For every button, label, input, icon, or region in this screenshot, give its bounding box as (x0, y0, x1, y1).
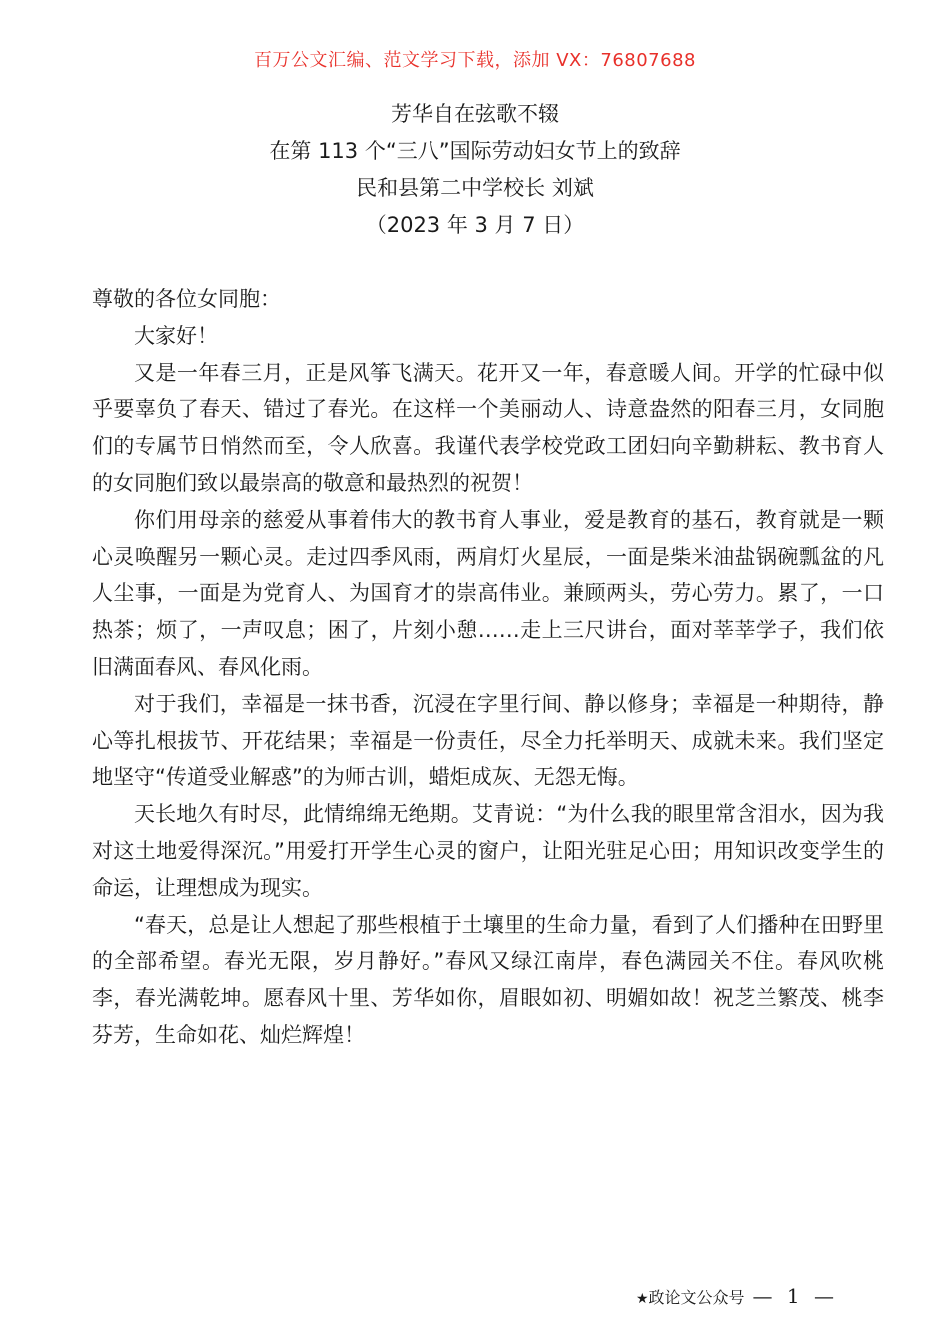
paragraph-greeting: 大家好！ (134, 323, 218, 348)
download-banner: 百万公文汇编、范文学习下载，添加 VX：76807688 (254, 50, 696, 71)
paragraph: 对于我们，幸福是一抹书香，沉浸在字里行间、静以修身；幸福是一种期待，静心等扎根拔节、开花结果；幸福是一份责任，尽全力托举明天、成就未来。我们坚定地坚守“传道受业解惑”的为师古训，蜡炬成灰、无怨无悔。 (92, 691, 884, 790)
speech-body (92, 281, 884, 1054)
speech-date: （2023 年 3 月 7 日） (365, 213, 585, 237)
footer-source (636, 1285, 745, 1308)
title-block (0, 96, 950, 244)
footer-source-label: 政论文公众号 (648, 1287, 745, 1307)
salutation: 尊敬的各位女同胞： (92, 287, 281, 311)
page-number: — 1 — (752, 1284, 838, 1308)
paragraph: 你们用母亲的慈爱从事着伟大的教书育人事业，爱是教育的基石，教育就是一颗心灵唤醒另一颗心灵。走过四季风雨，两肩灯火星辰，一面是柴米油盐锅碗瓢盆的凡人尘事，一面是为党育人、为国育才的崇高伟业。兼顾两头，劳心劳力。累了，一口热茶；烦了，一声叹息；困了，片刻小憩……走上三尺讲台，面对莘莘学子，我们依旧满面春风、春风化雨。 (92, 507, 884, 679)
star-icon: ★ (635, 1290, 649, 1307)
paragraph: 又是一年春三月，正是风筝飞满天。花开又一年，春意暖人间。开学的忙碌中似乎要辜负了春天、错过了春光。在这样一个美丽动人、诗意盎然的阳春三月，女同胞们的专属节日悄然而至，令人欣喜。我谨代表学校党政工团妇向辛勤耕耘、教书育人的女同胞们致以最崇高的敬意和最热烈的祝贺！ (92, 360, 884, 495)
speech-subtitle: 在第 113 个“三八”国际劳动妇女节上的致辞 (269, 139, 681, 163)
paragraph: 天长地久有时尽，此情绵绵无绝期。艾青说：“为什么我的眼里常含泪水，因为我对这土地爱得深沉。”用爱打开学生心灵的窗户，让阳光驻足心田；用知识改变学生的命运，让理想成为现实。 (92, 802, 884, 900)
speech-author: 民和县第二中学校长 刘斌 (356, 176, 594, 200)
speech-title: 芳华自在弦歌不辍 (391, 102, 559, 126)
paragraph: “春天，总是让人想起了那些根植于土壤里的生命力量，看到了人们播种在田野里的全部希望。春光无限，岁月静好。”春风又绿江南岸，春色满园关不住。春风吹桃李，春光满乾坤。愿春风十里、芳华如你，眉眼如初、明媚如故！祝芝兰繁茂、桃李芬芳，生命如花、灿烂辉煌！ (92, 912, 884, 1047)
page-footer (636, 1284, 838, 1308)
